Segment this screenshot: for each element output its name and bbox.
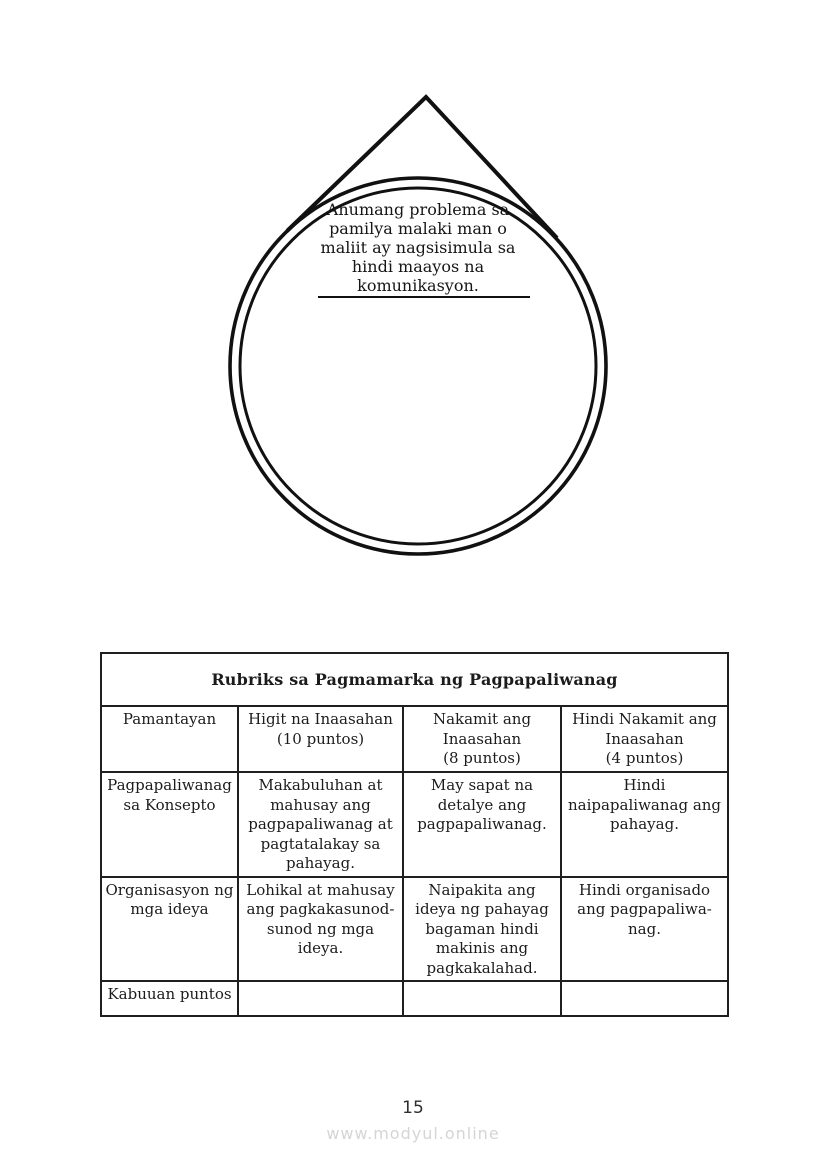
bubble-text-line: pamilya malaki man o [329,219,507,238]
rubric-table [100,652,729,1017]
column-header-nakamit-ang-inaasahan [403,706,561,772]
column-header-points: (4 puntos) [605,749,684,767]
answer-underline [318,296,530,298]
rubric-cell-empty [238,981,403,1016]
rubric-cell: May sapat na detalye ang pagpapaliwanag. [403,772,561,877]
page-number: 15 [402,1098,424,1118]
column-header-points: (8 puntos) [443,749,521,767]
rubric-cell-empty [561,981,728,1016]
bubble-text-line: Anumang problema sa [326,200,510,219]
column-header-label: Pamantayan [122,710,217,728]
rubric-cell: Hindi naipapaliwanag ang pahayag. [561,772,728,877]
table-row [101,877,728,982]
column-header-points: (10 puntos) [276,729,365,748]
rubric-cell: Hindi organisado ang pagpapaliwa-nag. [561,877,728,982]
watermark-url: www.modyul.online [326,1124,500,1143]
table-row [101,772,728,877]
bubble-text [298,200,538,295]
column-header-pamantayan [101,706,238,772]
bubble-text-line: maliit ay nagsisimula sa [320,238,516,257]
bubble-text-line: hindi maayos na [351,257,485,276]
table-title: Rubriks sa Pagmamarka ng Pagpapaliwanag [101,653,728,706]
bubble-text-line: komunikasyon. [357,276,479,295]
column-header-label: Nakamit ang Inaasahan [432,710,532,748]
rubric-cell: Lohikal at mahusay ang pagkakasunod-sunod ng mga ideya. [238,877,403,982]
column-header-label: Higit na Inaasahan [248,710,393,728]
table-title-row [101,653,728,706]
table-row [101,981,728,1016]
rubric-cell-empty [403,981,561,1016]
teardrop-bubble-icon [200,85,640,577]
column-header-higit-na-inaasahan [238,706,403,772]
rubric-cell: Naipakita ang ideya ng pahayag bagaman hindi makinis ang pagkakalahad. [403,877,561,982]
rubric-cell: Makabuluhan at mahusay ang pagpapaliwanag at pagtatalakay sa pahayag. [238,772,403,877]
criteria-cell: Kabuuan puntos [101,981,238,1016]
column-header-label: Hindi Nakamit ang Inaasahan [572,710,717,748]
criteria-cell: Organisasyon ng mga ideya [101,877,238,982]
table-header-row [101,706,728,772]
criteria-cell: Pagpapaliwanag sa Konsepto [101,772,238,877]
column-header-hindi-nakamit-ang-inaasahan [561,706,728,772]
